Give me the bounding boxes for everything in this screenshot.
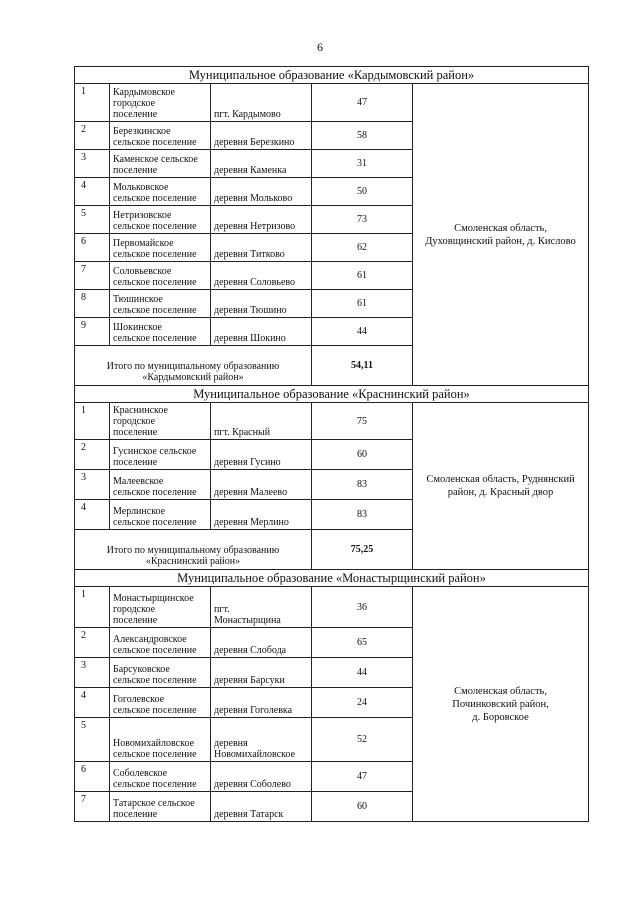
section-header: Муниципальное образование «Краснинский район»: [75, 386, 589, 403]
admin-center: [211, 234, 312, 262]
row-number: 1: [75, 403, 110, 440]
destination-line: Смоленская область,: [454, 222, 547, 234]
admin-center-line: деревня Мерлино: [214, 517, 289, 528]
admin-center: [211, 587, 312, 628]
distance-value: 83: [312, 470, 413, 500]
settlement-name: [110, 262, 211, 290]
settlement-name-line: сельское поселение: [113, 487, 197, 498]
admin-center-line: пгт. Кардымово: [214, 109, 281, 120]
total-label-line: Итого по муниципальному образованию: [106, 361, 280, 372]
admin-center-line: деревня Тюшино: [214, 305, 287, 316]
settlement-name-line: сельское поселение: [113, 333, 197, 344]
admin-center-line: деревня Соболево: [214, 779, 291, 790]
settlement-name-line: городское: [113, 604, 156, 615]
settlement-name-line: Мольковское: [113, 182, 169, 193]
settlement-name-line: поселение: [113, 109, 158, 120]
total-label-line: «Кардымовский район»: [142, 372, 244, 383]
admin-center: [211, 290, 312, 318]
admin-center: [211, 262, 312, 290]
settlement-name-line: Татарское сельское: [113, 798, 195, 809]
admin-center-line: Монастырщина: [214, 615, 281, 626]
admin-center-line: деревня Шокино: [214, 333, 286, 344]
settlement-name-line: поселение: [113, 809, 158, 820]
admin-center: [211, 762, 312, 792]
destination-line: Починковский район,: [452, 698, 549, 710]
admin-center: [211, 440, 312, 470]
row-number: 6: [75, 762, 110, 792]
settlement-name-line: сельское поселение: [113, 305, 197, 316]
admin-center: [211, 718, 312, 762]
row-number: 4: [75, 178, 110, 206]
settlement-name-line: Гусинское сельское: [113, 446, 197, 457]
admin-center-line: деревня Нетризово: [214, 221, 296, 232]
settlement-name-line: сельское поселение: [113, 705, 197, 716]
settlement-name-line: сельское поселение: [113, 749, 197, 760]
settlement-name-line: сельское поселение: [113, 517, 197, 528]
settlement-name: [110, 318, 211, 346]
settlement-name-line: городское: [113, 416, 156, 427]
admin-center-line: пгт.: [214, 604, 230, 615]
row-number: 1: [75, 84, 110, 122]
row-number: 3: [75, 658, 110, 688]
settlement-name-line: сельское поселение: [113, 193, 197, 204]
settlement-name-line: поселение: [113, 457, 158, 468]
settlement-name: [110, 658, 211, 688]
admin-center-line: деревня Гусино: [214, 457, 281, 468]
admin-center-line: Новомихайловское: [214, 749, 296, 760]
admin-center: [211, 150, 312, 178]
distance-value: 61: [312, 290, 413, 318]
settlement-name: [110, 178, 211, 206]
settlement-name: [110, 440, 211, 470]
admin-center-line: пгт. Красный: [214, 427, 271, 438]
settlement-name-line: Кардымовское: [113, 87, 175, 98]
settlement-name: [110, 234, 211, 262]
settlement-name-line: Краснинское: [113, 405, 168, 416]
settlement-name-line: сельское поселение: [113, 277, 197, 288]
row-number: 3: [75, 470, 110, 500]
admin-center: [211, 658, 312, 688]
total-label-line: Итого по муниципальному образованию: [106, 545, 280, 556]
row-number: 4: [75, 500, 110, 530]
section-header: Муниципальное образование «Монастырщинский район»: [75, 570, 589, 587]
settlement-name-line: сельское поселение: [113, 221, 197, 232]
admin-center: [211, 688, 312, 718]
destination: [413, 403, 589, 570]
distance-value: 47: [312, 762, 413, 792]
total-label-line: «Краснинский район»: [145, 556, 241, 567]
settlement-name-line: Гоголевское: [113, 694, 165, 705]
admin-center-line: деревня Мольково: [214, 193, 293, 204]
admin-center-line: деревня Титково: [214, 249, 285, 260]
settlement-name-line: сельское поселение: [113, 675, 197, 686]
row-number: 1: [75, 587, 110, 628]
row-number: 6: [75, 234, 110, 262]
settlement-name: [110, 122, 211, 150]
settlement-name-line: Березкинское: [113, 126, 171, 137]
total-value: 54,11: [312, 346, 413, 386]
row-number: 7: [75, 792, 110, 822]
settlement-name: [110, 470, 211, 500]
distance-value: 50: [312, 178, 413, 206]
destination: [413, 587, 589, 822]
distance-value: 75: [312, 403, 413, 440]
settlement-name: [110, 84, 211, 122]
table-row: [75, 84, 589, 122]
distance-value: 24: [312, 688, 413, 718]
settlement-name: [110, 792, 211, 822]
settlement-name: [110, 403, 211, 440]
destination-line: Смоленская область,: [454, 685, 547, 697]
distance-value: 83: [312, 500, 413, 530]
settlement-name: [110, 688, 211, 718]
distance-value: 60: [312, 792, 413, 822]
settlement-name: [110, 150, 211, 178]
settlement-name: [110, 206, 211, 234]
admin-center: [211, 122, 312, 150]
admin-center: [211, 318, 312, 346]
settlement-name-line: сельское поселение: [113, 779, 197, 790]
admin-center: [211, 206, 312, 234]
section-header-row: [75, 570, 589, 587]
row-number: 3: [75, 150, 110, 178]
row-number: 9: [75, 318, 110, 346]
settlement-name: [110, 290, 211, 318]
row-number: 2: [75, 440, 110, 470]
destination-line: Духовщинский район, д. Кислово: [425, 235, 576, 247]
destination: [413, 84, 589, 386]
distance-value: 61: [312, 262, 413, 290]
settlement-name-line: Мерлинское: [113, 506, 166, 517]
admin-center-line: деревня Барсуки: [214, 675, 285, 686]
distance-value: 44: [312, 658, 413, 688]
table-row: [75, 403, 589, 440]
settlement-name-line: Первомайское: [113, 238, 174, 249]
settlement-name-line: поселение: [113, 165, 158, 176]
total-label: [75, 346, 312, 386]
table-row: [75, 587, 589, 628]
admin-center-line: деревня Каменка: [214, 165, 287, 176]
admin-center: [211, 470, 312, 500]
row-number: 2: [75, 122, 110, 150]
total-value: 75,25: [312, 530, 413, 570]
row-number: 7: [75, 262, 110, 290]
settlement-name-line: Александровское: [113, 634, 187, 645]
municipal-table: [74, 66, 589, 822]
settlement-name-line: поселение: [113, 615, 158, 626]
settlement-name-line: Соболевское: [113, 768, 168, 779]
settlement-name-line: сельское поселение: [113, 645, 197, 656]
distance-value: 62: [312, 234, 413, 262]
section-header: Муниципальное образование «Кардымовский район»: [75, 67, 589, 84]
settlement-name-line: Шокинское: [113, 322, 162, 333]
page-number: 6: [317, 40, 323, 54]
row-number: 5: [75, 718, 110, 762]
settlement-name: [110, 587, 211, 628]
section-header-row: [75, 67, 589, 84]
admin-center: [211, 403, 312, 440]
row-number: 4: [75, 688, 110, 718]
admin-center-line: деревня Татарск: [214, 809, 284, 820]
admin-center-line: деревня: [214, 738, 248, 749]
total-label: [75, 530, 312, 570]
distance-value: 73: [312, 206, 413, 234]
settlement-name-line: Барсуковское: [113, 664, 170, 675]
admin-center-line: деревня Березкино: [214, 137, 295, 148]
row-number: 5: [75, 206, 110, 234]
admin-center: [211, 792, 312, 822]
admin-center-line: деревня Слобода: [214, 645, 287, 656]
admin-center-line: деревня Соловьево: [214, 277, 296, 288]
admin-center-line: деревня Малеево: [214, 487, 288, 498]
distance-value: 36: [312, 587, 413, 628]
settlement-name: [110, 718, 211, 762]
admin-center: [211, 84, 312, 122]
distance-value: 58: [312, 122, 413, 150]
distance-value: 60: [312, 440, 413, 470]
settlement-name-line: сельское поселение: [113, 249, 197, 260]
row-number: 2: [75, 628, 110, 658]
distance-value: 47: [312, 84, 413, 122]
distance-value: 44: [312, 318, 413, 346]
settlement-name-line: Малеевское: [113, 476, 164, 487]
destination-line: д. Боровское: [472, 711, 529, 723]
distance-value: 52: [312, 718, 413, 762]
settlement-name-line: Соловьевское: [113, 266, 172, 277]
settlement-name-line: поселение: [113, 427, 158, 438]
section-header-row: [75, 386, 589, 403]
admin-center: [211, 628, 312, 658]
settlement-name-line: городское: [113, 98, 156, 109]
settlement-name: [110, 500, 211, 530]
settlement-name-line: Тюшинское: [113, 294, 163, 305]
admin-center: [211, 178, 312, 206]
admin-center: [211, 500, 312, 530]
settlement-name-line: Новомихайловское: [113, 738, 195, 749]
distance-value: 31: [312, 150, 413, 178]
destination-line: район, д. Красный двор: [447, 487, 554, 498]
distance-value: 65: [312, 628, 413, 658]
destination-line: Смоленская область, Руднянский: [426, 474, 575, 485]
settlement-name: [110, 628, 211, 658]
settlement-name-line: Нетризовское: [113, 210, 172, 221]
settlement-name: [110, 762, 211, 792]
row-number: 8: [75, 290, 110, 318]
admin-center-line: деревня Гоголевка: [214, 705, 293, 716]
settlement-name-line: сельское поселение: [113, 137, 197, 148]
settlement-name-line: Монастырщинское: [113, 593, 194, 604]
settlement-name-line: Каменское сельское: [113, 154, 198, 165]
